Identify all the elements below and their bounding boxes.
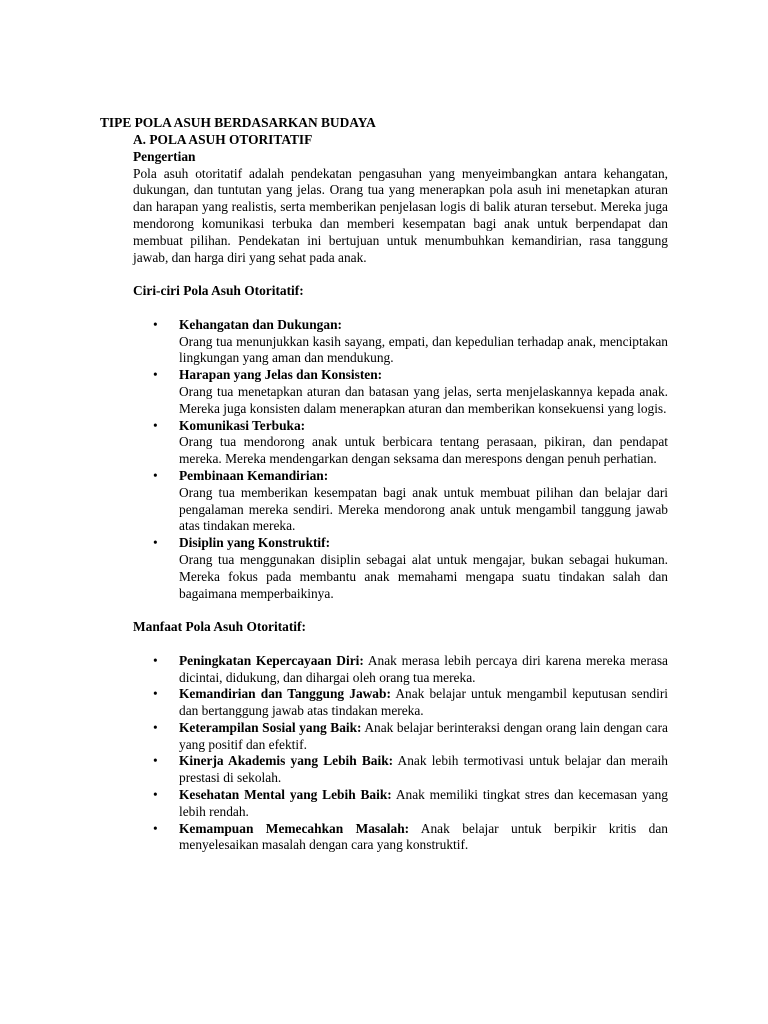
bullet-icon: • [153, 535, 158, 551]
spacer [133, 636, 668, 653]
spacer [133, 300, 668, 317]
bullet-icon: • [153, 787, 158, 803]
characteristics-heading: Ciri-ciri Pola Asuh Otoritatif: [133, 283, 304, 299]
list-item-text: Anak merasa lebih percaya diri karena mereka merasa dicintai, didukung, dan dihargai oleh orang tua mereka. [179, 652, 669, 685]
list-item [133, 720, 668, 754]
list-item-text: Orang tua memberikan kesempatan bagi anak untuk membuat pilihan dan belajar dari pengalaman mereka sendiri. Mereka mendorong anak untuk mengambil tanggung jawab atas tindakan mereka. [179, 484, 668, 534]
list-item-text: Orang tua menunjukkan kasih sayang, empati, dan kepedulian terhadap anak, menciptakan lingkungan yang aman dan mendukung. [179, 333, 668, 366]
definition-paragraph: Pola asuh otoritatif adalah pendekatan pengasuhan yang menyeimbangkan antara kehangatan, dukungan, dan tuntutan yang jelas. Orang tua yang menerapkan pola asuh ini menetapkan aturan dan harapan yang realistis, serta memberikan penjelasan logis di balik aturan tersebut. Mereka juga mendorong komunikasi terbuka dan memberi kesempatan bagi anak untuk berpendapat dan membuat pilihan. Pendekatan ini bertujuan untuk menumbuhkan kemandirian, rasa tanggung jawab, dan harga diri yang sehat pada anak. [133, 165, 668, 265]
list-item-title: Kemandirian dan Tanggung Jawab: [179, 686, 391, 702]
list-item-title: Komunikasi Terbuka: [179, 417, 306, 433]
list-item-title: Peningkatan Kepercayaan Diri: [179, 652, 364, 668]
list-item [133, 753, 668, 787]
list-item-text: Anak belajar berinteraksi dengan orang lain dengan cara yang positif dan efektif. [179, 719, 669, 752]
list-item-text: Orang tua menggunakan disiplin sebagai alat untuk mengajar, bukan sebagai hukuman. Mereka fokus pada membantu anak memahami mengapa suatu tindakan salah dan bagaimana memperbaikinya. [179, 551, 668, 601]
bullet-icon: • [153, 719, 158, 735]
bullet-icon: • [153, 367, 158, 383]
spacer [133, 602, 668, 619]
list-item-text: Orang tua mendorong anak untuk berbicara tentang perasaan, pikiran, dan pendapat mereka. Mereka mendengarkan dengan seksama dan merespons dengan penuh perhatian. [179, 434, 668, 467]
bullet-icon: • [153, 467, 158, 483]
bullet-icon: • [153, 753, 158, 769]
list-item [133, 686, 668, 720]
benefits-list [133, 653, 668, 855]
list-item [133, 317, 668, 367]
list-item-text: Anak belajar untuk mengambil keputusan sendiri dan bertanggung jawab atas tindakan mereka. [179, 686, 668, 719]
list-item [133, 821, 668, 855]
list-item [133, 535, 668, 602]
list-item-title: Harapan yang Jelas dan Konsisten: [179, 367, 383, 383]
list-item-text: Orang tua menetapkan aturan dan batasan yang jelas, serta menjelaskannya kepada anak. Mereka juga konsisten dalam menerapkan aturan dan memberikan konsekuensi yang logis. [179, 383, 668, 416]
spacer [133, 266, 668, 283]
bullet-icon: • [153, 417, 158, 433]
list-item [133, 653, 668, 687]
list-item [133, 787, 668, 821]
bullet-icon: • [153, 686, 158, 702]
list-item-title: Pembinaan Kemandirian: [179, 467, 329, 483]
list-item-text: Anak memiliki tingkat stres dan kecemasan yang lebih rendah. [179, 787, 668, 819]
document-title: TIPE POLA ASUH BERDASARKAN BUDAYA [100, 115, 376, 130]
list-item [133, 418, 668, 468]
list-item-title: Kesehatan Mental yang Lebih Baik: [179, 787, 392, 803]
list-item-title: Kinerja Akademis yang Lebih Baik: [179, 753, 394, 769]
bullet-icon: • [153, 316, 158, 332]
list-item-title: Disiplin yang Konstruktif: [179, 535, 331, 551]
list-item-text: Anak lebih termotivasi untuk belajar dan meraih prestasi di sekolah. [179, 753, 668, 786]
definition-heading: Pengertian [133, 148, 196, 164]
list-item-text: Anak belajar untuk berpikir kritis dan menyelesaikan masalah dengan cara yang konstruktif. [179, 820, 669, 853]
bullet-icon: • [153, 820, 158, 836]
list-item-title: Kehangatan dan Dukungan: [179, 316, 342, 332]
list-item-title: Kemampuan Memecahkan Masalah: [179, 820, 410, 836]
section-heading: A. POLA ASUH OTORITATIF [133, 132, 313, 147]
characteristics-list [133, 317, 668, 603]
bullet-icon: • [153, 652, 158, 668]
list-item-title: Keterampilan Sosial yang Baik: [179, 719, 362, 735]
document-body [133, 132, 668, 854]
list-item [133, 468, 668, 535]
benefits-heading: Manfaat Pola Asuh Otoritatif: [133, 619, 306, 635]
list-item [133, 367, 668, 417]
